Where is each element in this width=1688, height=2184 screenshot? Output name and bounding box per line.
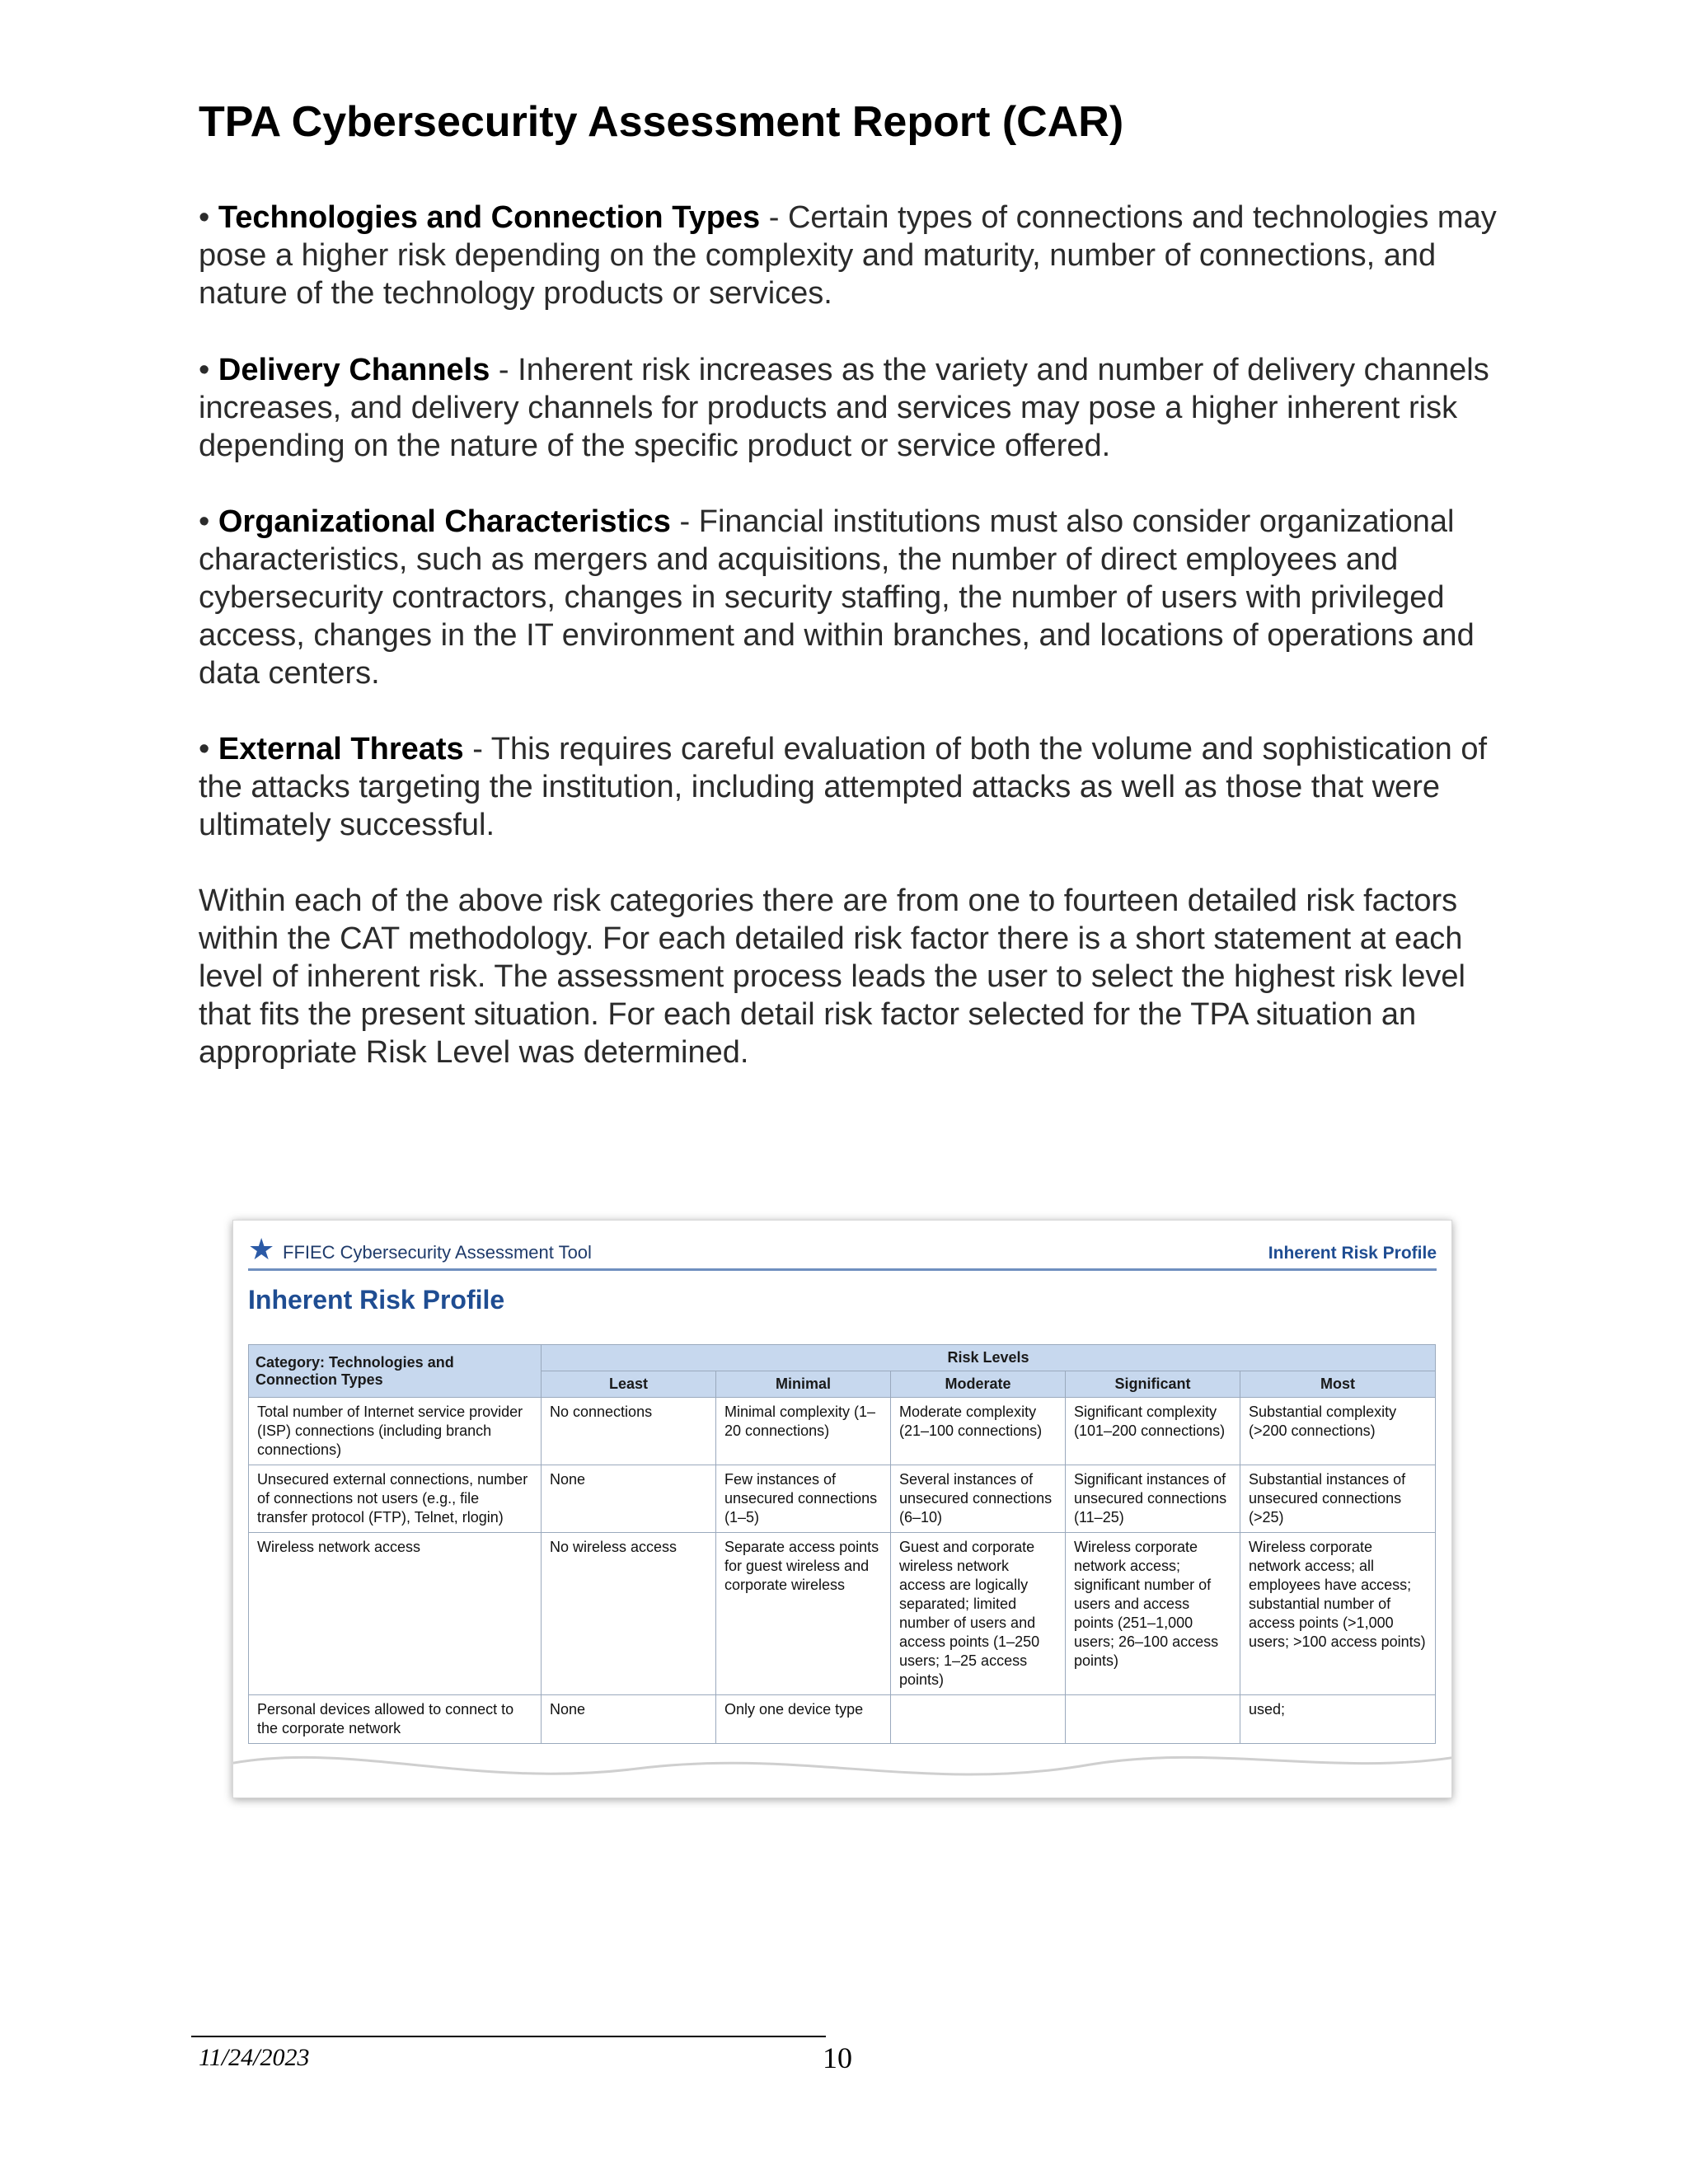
table-row bbox=[249, 1465, 1436, 1533]
bullet-heading: Technologies and Connection Types bbox=[218, 200, 761, 235]
table-cell: None bbox=[542, 1695, 716, 1744]
page-number: 10 bbox=[823, 2041, 852, 2074]
bullet-marker: • bbox=[199, 504, 210, 539]
bullet-text: Inherent risk increases as the variety and number of delivery channels increases, and delivery channels for products and services may pose a higher inherent risk depending on the nature of the specific product or service offered. bbox=[199, 353, 1489, 463]
table-cell: Substantial instances of unsecured connections (>25) bbox=[1240, 1465, 1436, 1533]
bullet-heading: External Threats bbox=[218, 732, 464, 766]
factor-cell: Unsecured external connections, number of connections not users (e.g., file transfer protocol (FTP), Telnet, rlogin) bbox=[249, 1465, 542, 1533]
risk-levels-header: Risk Levels bbox=[542, 1345, 1436, 1371]
risk-profile-screenshot bbox=[232, 1220, 1452, 1798]
bullet-heading: Organizational Characteristics bbox=[218, 504, 671, 539]
table-cell: Moderate complexity (21–100 connections) bbox=[891, 1398, 1066, 1465]
table-cell: No wireless access bbox=[542, 1533, 716, 1695]
bullet-text: Certain types of connections and technologies may pose a higher risk depending on the complexity and maturity, number of connections, and nature of the technology products or services. bbox=[199, 200, 1497, 311]
factor-cell: Wireless network access bbox=[249, 1533, 542, 1695]
table-cell: Only one device type bbox=[716, 1695, 891, 1744]
table-cell: Wireless corporate network access; all employees have access; substantial number of access points (>1,000 users; >100 access points) bbox=[1240, 1533, 1436, 1695]
table-cell: Separate access points for guest wireless and corporate wireless bbox=[716, 1533, 891, 1695]
bullet-text: Financial institutions must also consider organizational characteristics, such as mergers and acquisitions, the number of direct employees and cybersecurity contractors, changes in security staffing, the number of users with privileged access, changes in the IT environment and within branches, and locations of operations and data centers. bbox=[199, 504, 1475, 691]
table-cell: used; bbox=[1240, 1695, 1436, 1744]
table-cell: Significant complexity (101–200 connections) bbox=[1066, 1398, 1240, 1465]
tool-name: FFIEC Cybersecurity Assessment Tool bbox=[283, 1242, 592, 1263]
bullet-heading: Delivery Channels bbox=[218, 353, 490, 387]
closing-paragraph: Within each of the above risk categories there are from one to fourteen detailed risk factors within the CAT methodology. For each detailed risk factor there is a short statement at each level of inherent risk. The assessment process leads the user to select the highest risk level that fits the present situation. For each detail risk factor selected for the TPA situation an appropriate Risk Level was determined. bbox=[199, 883, 1465, 1070]
level-header: Moderate bbox=[891, 1371, 1066, 1398]
bullet-external-threats: • External Threats - This requires careful evaluation of both the volume and sophistication of the attacks targeting the institution, including attempted attacks as well as those that were ultimately successful. bbox=[199, 732, 1488, 842]
torn-edge bbox=[232, 1732, 1452, 1798]
bullet-technologies: • Technologies and Connection Types - Certain types of connections and technologies may pose a higher risk depending on the complexity and maturity, number of connections, and nature of the technology products or services. bbox=[199, 200, 1497, 311]
bullet-marker: • bbox=[199, 732, 210, 766]
level-header: Significant bbox=[1066, 1371, 1240, 1398]
footer-date: 11/24/2023 bbox=[199, 2044, 310, 2071]
table-cell: Significant instances of unsecured connections (11–25) bbox=[1066, 1465, 1240, 1533]
factor-cell: Total number of Internet service provider (ISP) connections (including branch connections) bbox=[249, 1398, 542, 1465]
category-header: Category: Technologies and Connection Types bbox=[249, 1345, 542, 1398]
bullet-marker: • bbox=[199, 353, 210, 387]
table-cell: Wireless corporate network access; significant number of users and access points (251–1,000 users; 26–100 access points) bbox=[1066, 1533, 1240, 1695]
tool-header bbox=[248, 1232, 1437, 1271]
bullet-organizational: • Organizational Characteristics - Financial institutions must also consider organizational characteristics, such as mergers and acquisitions, the number of direct employees and cybersecurity contractors, changes in security staffing, the number of users with privileged access, changes in the IT environment and within branches, and locations of operations and data centers. bbox=[199, 504, 1475, 691]
table-cell: Few instances of unsecured connections (1–5) bbox=[716, 1465, 891, 1533]
bullet-text: This requires careful evaluation of both the volume and sophistication of the attacks targeting the institution, including attempted attacks as well as those that were ultimately successful. bbox=[199, 732, 1488, 842]
bullet-delivery-channels: • Delivery Channels - Inherent risk increases as the variety and number of delivery channels increases, and delivery channels for products and services may pose a higher inherent risk depending on the nature of the specific product or service offered. bbox=[199, 353, 1489, 463]
level-header: Minimal bbox=[716, 1371, 891, 1398]
page-title: TPA Cybersecurity Assessment Report (CAR) bbox=[199, 98, 1124, 146]
table-cell: Several instances of unsecured connections (6–10) bbox=[891, 1465, 1066, 1533]
header-section-label: Inherent Risk Profile bbox=[1268, 1244, 1437, 1263]
level-header: Least bbox=[542, 1371, 716, 1398]
table-cell: Substantial complexity (>200 connections) bbox=[1240, 1398, 1436, 1465]
table-row bbox=[249, 1533, 1436, 1695]
table-cell: Minimal complexity (1–20 connections) bbox=[716, 1398, 891, 1465]
table-row bbox=[249, 1398, 1436, 1465]
level-header: Most bbox=[1240, 1371, 1436, 1398]
screenshot-title: Inherent Risk Profile bbox=[248, 1285, 505, 1315]
factor-cell: Personal devices allowed to connect to the corporate network bbox=[249, 1695, 542, 1744]
bullet-marker: • bbox=[199, 200, 210, 235]
table-cell: No connections bbox=[542, 1398, 716, 1465]
table-cell: None bbox=[542, 1465, 716, 1533]
footer-rule bbox=[191, 2036, 826, 2037]
risk-table bbox=[248, 1344, 1436, 1744]
table-cell: Guest and corporate wireless network access are logically separated; limited number of users and access points (1–250 users; 1–25 access points) bbox=[891, 1533, 1066, 1695]
ffiec-logo-icon: ★ bbox=[248, 1232, 275, 1266]
